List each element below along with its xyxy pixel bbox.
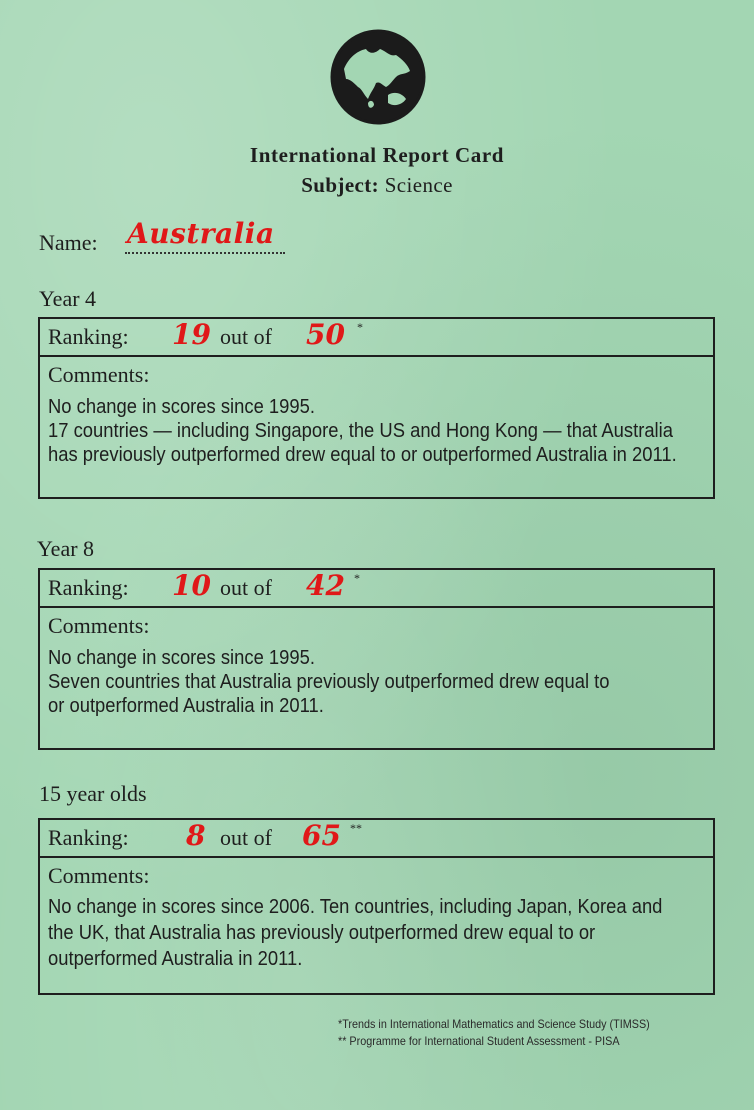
section-box-year-8 [38, 568, 715, 750]
out-of-label: out of [220, 575, 272, 600]
comments-label: Comments: [48, 863, 150, 888]
comment-line: No change in scores since 1995. [48, 647, 315, 669]
comments-label: Comments: [48, 362, 150, 387]
rank-total: 50 [306, 318, 345, 351]
section-heading-year-4: Year 4 [39, 286, 97, 311]
ranking-row [40, 319, 713, 357]
footnote-marker: * [357, 320, 363, 334]
comment-line: No change in scores since 2006. Ten countries, including Japan, Korea and the UK, that Australia has previously outperformed drew equal to or outperformed Australia in 2011. [48, 896, 663, 970]
comments-text [48, 894, 683, 972]
footnote-pisa: ** Programme for International Student Assessment - PISA [338, 1034, 620, 1048]
rank-value: 8 [186, 819, 206, 852]
section-heading-year-8: Year 8 [37, 536, 95, 561]
comment-line: No change in scores since 1995. [48, 396, 315, 418]
comments-text [48, 395, 683, 467]
rank-total: 42 [306, 569, 345, 602]
ranking-label: Ranking: [48, 825, 129, 850]
ranking-label: Ranking: [48, 324, 129, 349]
subject-line [0, 173, 754, 198]
name-label: Name: [39, 230, 98, 255]
section-box-year-4 [38, 317, 715, 499]
report-card-title: International Report Card [249, 143, 505, 167]
out-of-label: out of [220, 825, 272, 850]
comment-line: Seven countries that Australia previously outperformed drew equal to or outperformed Australia in 2011. [48, 671, 610, 717]
rank-total: 65 [302, 819, 341, 852]
footnote-timss: *Trends in International Mathematics and Science Study (TIMSS) [338, 1017, 650, 1031]
rank-value: 10 [172, 569, 211, 602]
out-of-label: out of [220, 324, 272, 349]
globe-icon [330, 29, 426, 125]
comment-line: 17 countries — including Singapore, the US and Hong Kong — that Australia has previously outperformed drew equal to or outperformed Australia in 2011. [48, 420, 677, 466]
student-name: Australia [127, 217, 275, 250]
ranking-label: Ranking: [48, 575, 129, 600]
ranking-row [40, 820, 713, 858]
subject-value: Science [384, 173, 453, 197]
name-dotted-line [125, 252, 285, 254]
footnote-marker: * [354, 571, 360, 585]
section-box-15-year-olds [38, 818, 715, 995]
section-heading-15-year-olds: 15 year olds [39, 781, 147, 806]
subject-label: Subject: [301, 173, 380, 197]
comments-label: Comments: [48, 613, 150, 638]
footnote-marker: ** [350, 821, 362, 835]
rank-value: 19 [172, 318, 211, 351]
ranking-row [40, 570, 713, 608]
comments-text [48, 646, 683, 718]
